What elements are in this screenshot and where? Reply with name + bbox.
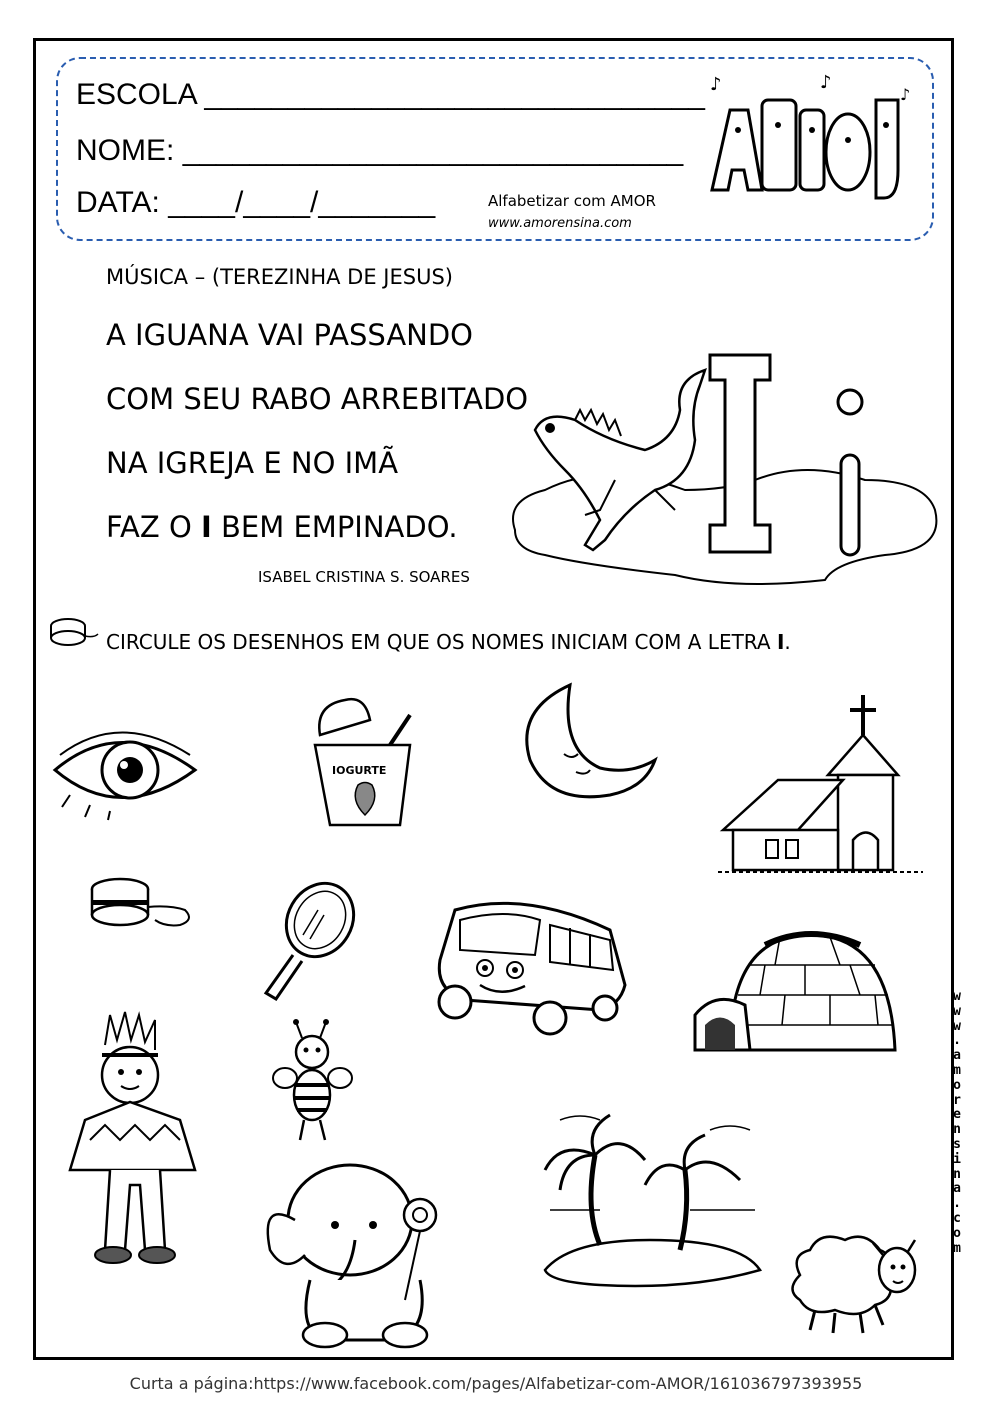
nome-label: NOME: — [76, 134, 175, 167]
side-char: a — [953, 1048, 961, 1064]
church-icon[interactable] — [718, 690, 928, 880]
side-char: o — [953, 1077, 961, 1093]
instruction-pre: CIRCULE OS DESENHOS EM QUE OS NOMES INICIAM COM A LETRA — [106, 630, 777, 654]
verse-line-2: COM SEU RABO ARREBITADO — [106, 382, 529, 416]
escola-line: ______________________________ — [204, 78, 705, 111]
yoyo-icon[interactable] — [85, 875, 200, 940]
bus-icon[interactable] — [425, 890, 635, 1040]
yoyo-bullet-icon — [46, 616, 102, 652]
side-char: . — [953, 1196, 961, 1212]
side-char: a — [953, 1181, 961, 1197]
side-char: n — [953, 1122, 961, 1138]
bee-icon[interactable] — [270, 1020, 355, 1145]
side-char: w — [953, 1003, 961, 1019]
svg-text:♪: ♪ — [710, 74, 722, 95]
footer-link[interactable]: Curta a página:https://www.facebook.com/pages/Alfabetizar-com-AMOR/161036797393955 — [129, 1374, 863, 1393]
side-watermark — [950, 990, 964, 1256]
side-char: i — [953, 1151, 961, 1167]
side-char: . — [953, 1033, 961, 1049]
data-label: DATA: — [76, 186, 160, 219]
moon-icon[interactable] — [520, 680, 660, 810]
data-field[interactable] — [76, 186, 435, 220]
escola-field[interactable] — [76, 78, 705, 112]
side-char: n — [953, 1166, 961, 1182]
svg-text:♪: ♪ — [900, 85, 911, 104]
svg-text:♪: ♪ — [820, 72, 832, 93]
verse-line-4-pre: FAZ O — [106, 510, 201, 544]
side-char: w — [953, 989, 961, 1004]
side-char: m — [953, 1240, 961, 1256]
instruction-post: . — [784, 630, 791, 654]
credit-title: Alfabetizar com AMOR — [488, 192, 656, 210]
data-line: ____/____/_______ — [168, 186, 436, 219]
verse-line-3: NA IGREJA E NO IMÃ — [106, 446, 399, 480]
side-char: m — [953, 1062, 961, 1078]
mirror-icon[interactable] — [258, 875, 368, 1005]
nome-field[interactable] — [76, 134, 683, 168]
yogurt-icon[interactable] — [310, 690, 420, 830]
credit-url: www.amorensina.com — [488, 216, 632, 231]
side-char: c — [953, 1210, 961, 1226]
instruction-letter: I — [776, 630, 785, 654]
side-char: o — [953, 1225, 961, 1241]
iguana-letters-illustration — [505, 340, 945, 590]
elephant-icon[interactable] — [255, 1140, 455, 1350]
eye-icon[interactable] — [50, 725, 200, 820]
escola-label: ESCOLA — [76, 78, 197, 111]
verse-line-4-letter: I — [201, 510, 212, 544]
verse-line-4-post: BEM EMPINADO. — [211, 510, 458, 544]
yogurt-label: IOGURTE — [332, 764, 387, 777]
island-icon[interactable] — [540, 1110, 765, 1290]
side-char: w — [953, 1018, 961, 1034]
nome-line: ______________________________ — [182, 134, 684, 167]
indian-icon[interactable] — [65, 1010, 215, 1275]
side-char: e — [953, 1107, 961, 1123]
song-author: ISABEL CRISTINA S. SOARES — [258, 568, 470, 586]
song-title: MÚSICA – (TEREZINHA DE JESUS) — [106, 265, 453, 289]
sheep-icon[interactable] — [785, 1225, 925, 1340]
side-char: r — [953, 1092, 961, 1108]
letter-i-outline — [838, 390, 862, 555]
igloo-icon[interactable] — [690, 925, 905, 1060]
verse-line-4 — [106, 510, 458, 544]
verse-line-1: A IGUANA VAI PASSANDO — [106, 318, 474, 352]
instruction-text — [106, 630, 791, 654]
side-char: s — [953, 1136, 961, 1152]
aeiou-logo-icon — [700, 70, 925, 220]
